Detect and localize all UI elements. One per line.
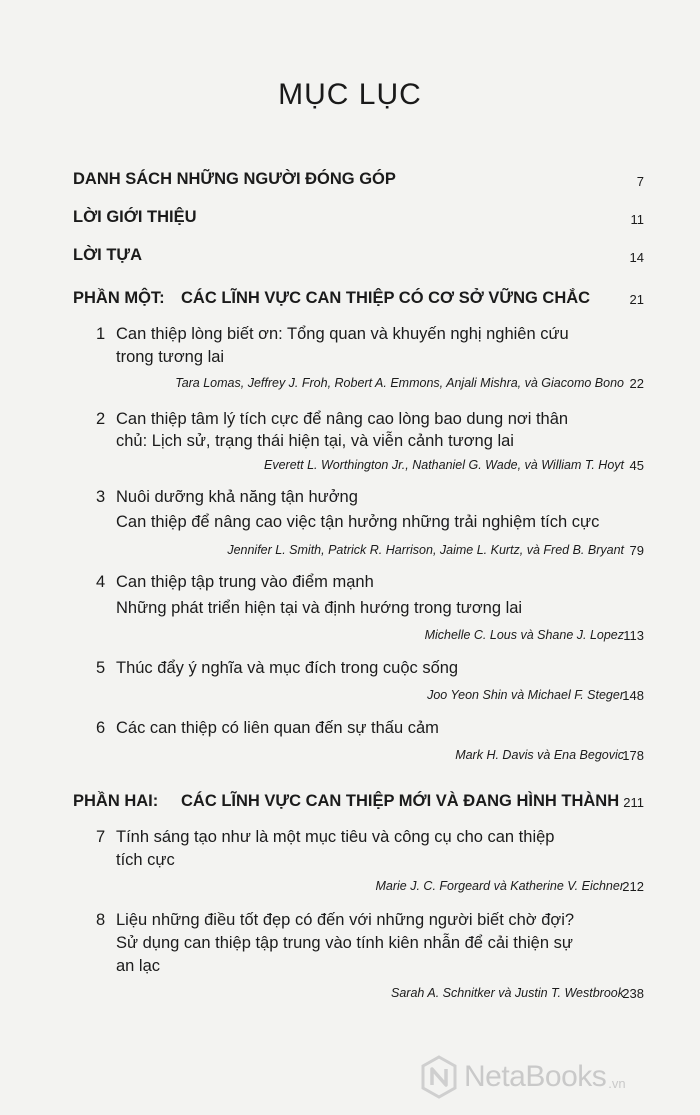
chapter-title: Nuôi dưỡng khả năng tận hưởng: [116, 488, 358, 506]
chapter-title: Sử dụng can thiệp tập trung vào tính kiên nhẫn để cải thiện sự: [116, 934, 573, 952]
chapter-number: 5: [96, 659, 106, 677]
chapter-authors: Marie J. C. Forgeard và Katherine V. Eichner: [375, 879, 624, 893]
chapter-authors: Everett L. Worthington Jr., Nathaniel G. Wade, và William T. Hoyt: [264, 458, 624, 472]
chapter-title: Can thiệp để nâng cao việc tận hưởng những trải nghiệm tích cực: [116, 513, 600, 531]
chapter-title: chủ: Lịch sử, trạng thái hiện tại, và viễn cảnh tương lai: [116, 432, 514, 450]
page-number: 22: [629, 376, 644, 391]
chapter-number: 8: [96, 911, 106, 929]
page-number: 11: [630, 212, 644, 227]
chapter-number: 4: [96, 573, 106, 591]
chapter-authors: Sarah A. Schnitker và Justin T. Westbrook: [391, 986, 624, 1000]
page-number: 45: [629, 458, 644, 473]
page-number: 212: [622, 879, 644, 894]
chapter-title: Những phát triển hiện tại và định hướng trong tương lai: [116, 599, 523, 617]
chapter-number: 6: [96, 719, 106, 737]
netabooks-logo-icon: [420, 1055, 458, 1099]
page-number: 21: [629, 292, 644, 307]
chapter-title: Thúc đẩy ý nghĩa và mục đích trong cuộc sống: [116, 659, 459, 677]
page-title: MỤC LỤC: [278, 78, 422, 111]
part-label: PHẦN HAI:: [73, 792, 159, 810]
chapter-title: Tính sáng tạo như là một mục tiêu và công cụ cho can thiệp: [116, 828, 555, 846]
chapter-number: 1: [96, 325, 106, 343]
chapter-authors: Mark H. Davis và Ena Begovic: [455, 748, 624, 762]
chapter-authors: Jennifer L. Smith, Patrick R. Harrison, Jaime L. Kurtz, và Fred B. Bryant: [227, 543, 624, 557]
chapter-number: 7: [96, 828, 106, 846]
page-number: 14: [629, 250, 644, 265]
front-matter-title: LỜI GIỚI THIỆU: [73, 208, 197, 226]
chapter-number: 3: [96, 488, 106, 506]
page-number: 148: [622, 688, 644, 703]
chapter-title: Can thiệp tâm lý tích cực để nâng cao lòng bao dung nơi thân: [116, 410, 569, 428]
front-matter-title: LỜI TỰA: [73, 246, 143, 264]
chapter-authors: Michelle C. Lous và Shane J. Lopez: [424, 628, 624, 642]
page-number: 7: [636, 174, 644, 189]
chapter-title: tích cực: [116, 851, 175, 869]
page-number: 79: [629, 543, 644, 558]
part-title: CÁC LĨNH VỰC CAN THIỆP MỚI VÀ ĐANG HÌNH THÀNH: [181, 792, 620, 810]
front-matter-title: DANH SÁCH NHỮNG NGƯỜI ĐÓNG GÓP: [73, 170, 396, 188]
watermark: [420, 1052, 690, 1102]
page-number: 113: [623, 628, 644, 643]
chapter-title: Can thiệp tập trung vào điểm mạnh: [116, 573, 374, 591]
chapter-title: Các can thiệp có liên quan đến sự thấu cảm: [116, 719, 439, 737]
chapter-number: 2: [96, 410, 106, 428]
chapter-title: trong tương lai: [116, 348, 225, 366]
chapter-title: an lạc: [116, 957, 161, 975]
watermark-suffix: .vn: [608, 1075, 626, 1091]
chapter-title: Can thiệp lòng biết ơn: Tổng quan và khuyến nghị nghiên cứu: [116, 325, 569, 343]
chapter-authors: Joo Yeon Shin và Michael F. Steger: [427, 688, 624, 702]
chapter-authors: Tara Lomas, Jeffrey J. Froh, Robert A. Emmons, Anjali Mishra, và Giacomo Bono: [175, 376, 624, 390]
page-number: 238: [622, 986, 644, 1001]
page-number: 211: [623, 795, 644, 810]
watermark-brand: NetaBooks: [464, 1060, 607, 1093]
chapter-title: Liệu những điều tốt đẹp có đến với những người biết chờ đợi?: [116, 911, 575, 929]
part-title: CÁC LĨNH VỰC CAN THIỆP CÓ CƠ SỞ VỮNG CHẮC: [181, 289, 591, 307]
part-label: PHẦN MỘT:: [73, 289, 165, 307]
page-number: 178: [622, 748, 644, 763]
